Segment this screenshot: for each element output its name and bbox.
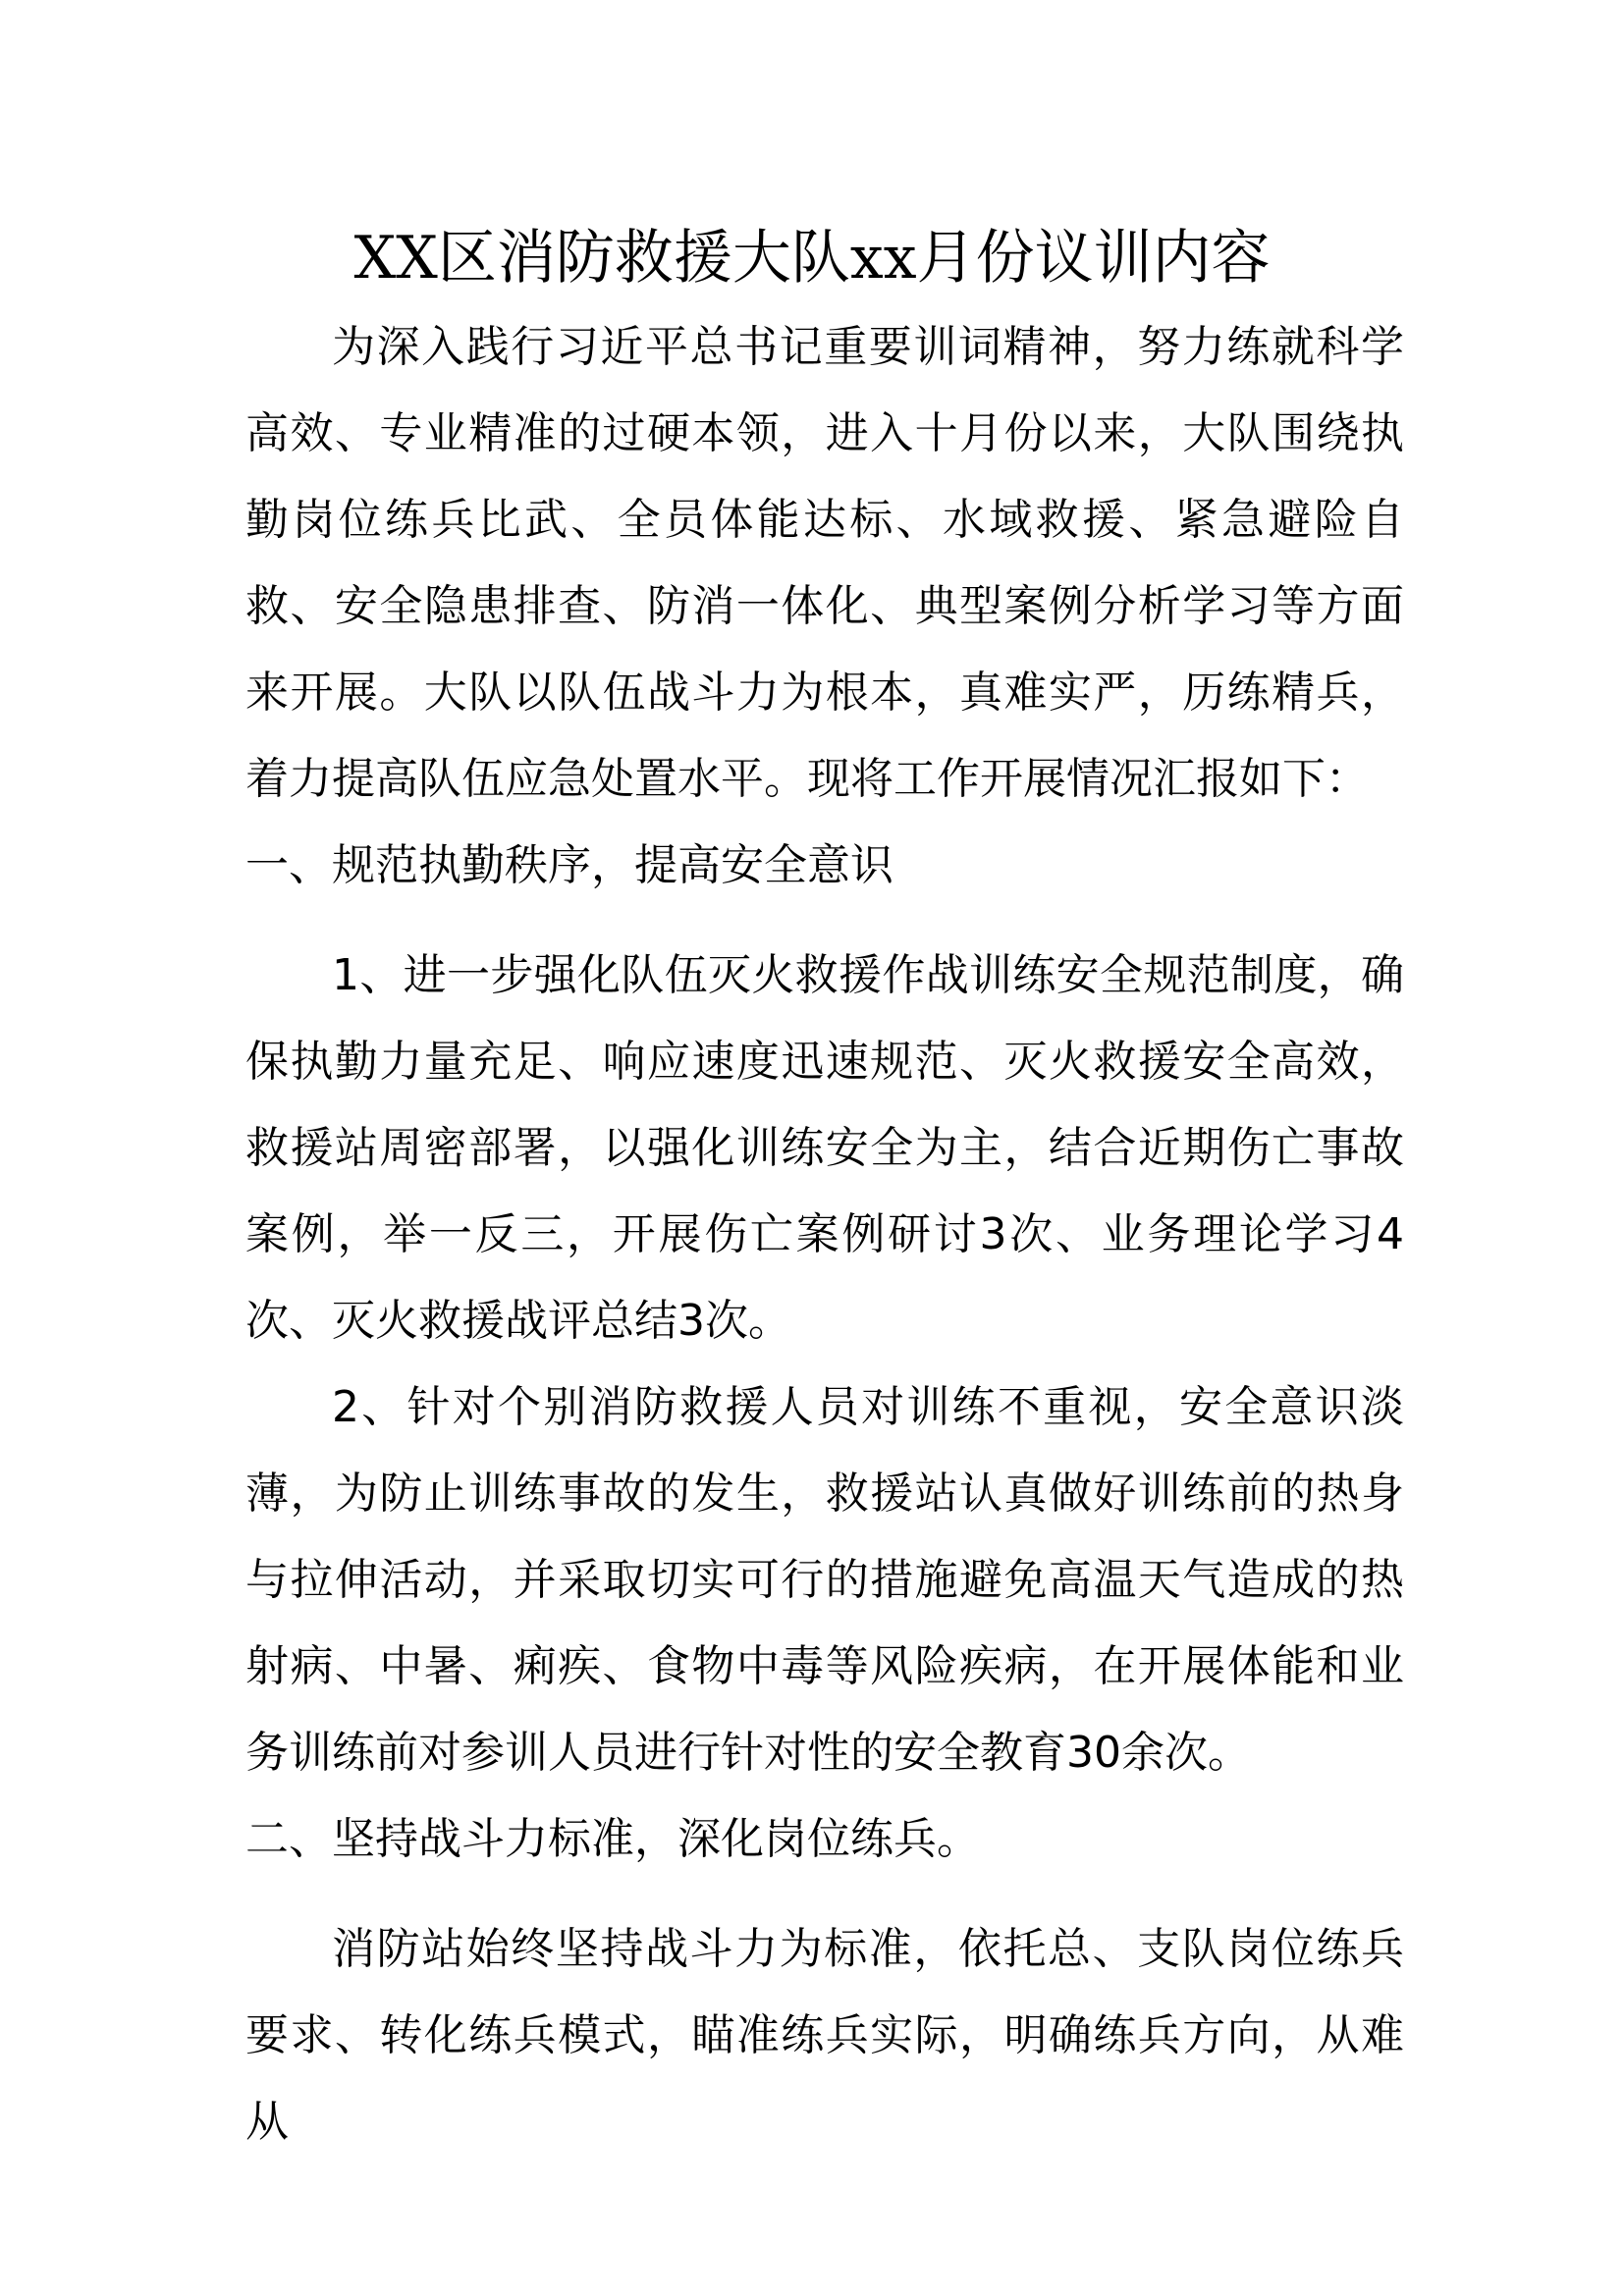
section-heading-2: 二、坚持战斗力标准，深化岗位练兵。 (245, 1814, 980, 1864)
section-heading-1: 一、规范执勤秩序，提高安全意识 (245, 840, 893, 890)
intro-paragraph: 为深入践行习近平总书记重要训词精神，努力练就科学高效、专业精准的过硬本领，进入十月份以来，大队围绕执勤岗位练兵比武、全员体能达标、水域救援、紧急避险自救、安全隐患排查、防消一体化、典型案例分析学习等方面来开展。大队以队伍战斗力为根本，真难实严，历练精兵，着力提高队伍应急处置水平。现将工作开展情况汇报如下： (245, 322, 1404, 804)
document-title: XX区消防救援大队xx月份议训内容 (353, 224, 1271, 293)
document-body (245, 304, 1404, 2165)
section-1-item-2: 2、针对个别消防救援人员对训练不重视，安全意识淡薄，为防止训练事故的发生，救援站认真做好训练前的热身与拉伸活动，并采取切实可行的措施避免高温天气造成的热射病、中暑、痢疾、食物中毒等风险疾病，在开展体能和业务训练前对参训人员进行针对性的安全教育30余次。 (245, 1382, 1404, 1778)
section-2-paragraph: 消防站始终坚持战斗力为标准，依托总、支队岗位练兵要求、转化练兵模式，瞄准练兵实际，明确练兵方向，从难从 (245, 1924, 1404, 2147)
section-1-item-1: 1、进一步强化队伍灭火救援作战训练安全规范制度，确保执勤力量充足、响应速度迅速规范、灭火救援安全高效，救援站周密部署，以强化训练安全为主，结合近期伤亡事故案例，举一反三，开展伤亡案例研讨3次、业务理论学习4次、灭火救援战评总结3次。 (245, 950, 1404, 1346)
